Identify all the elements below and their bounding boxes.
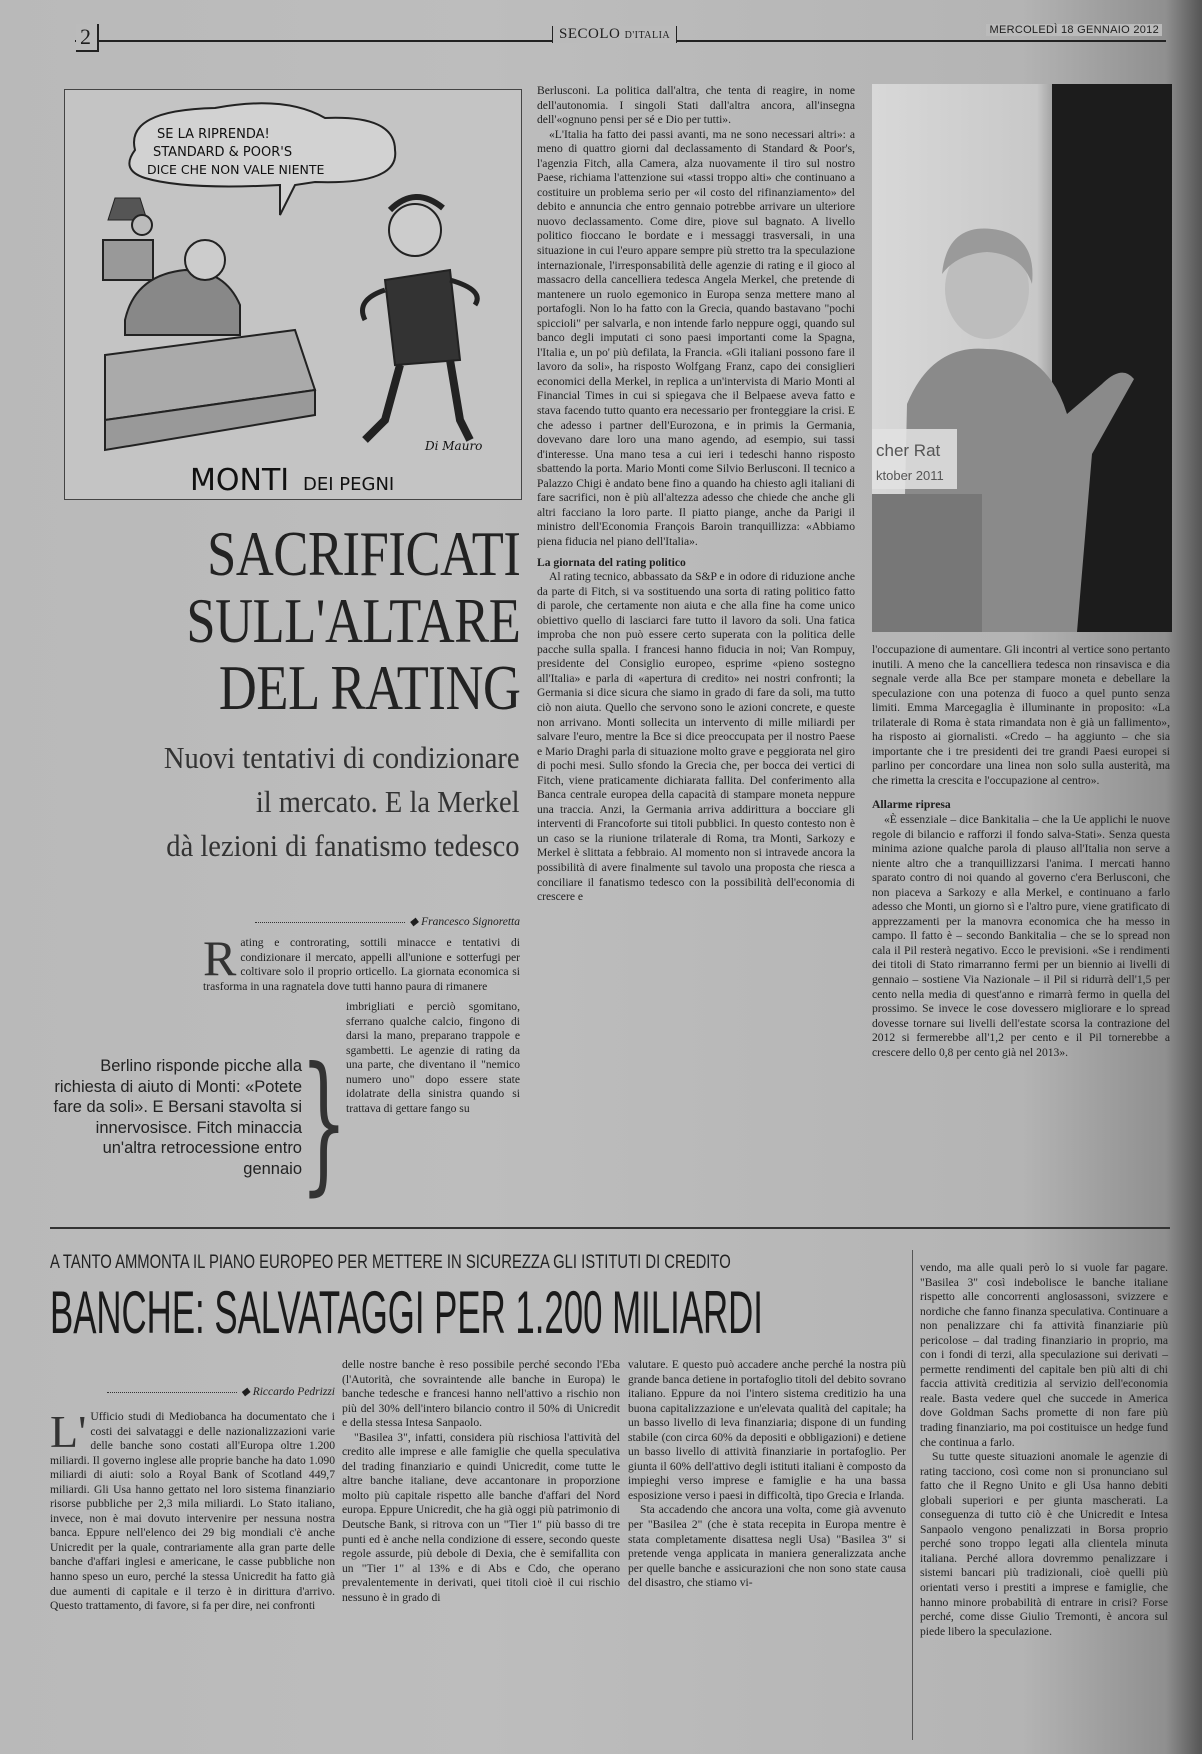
paragraph: Al rating tecnico, abbassato da S&P e in odore di riduzione anche da parte di Fitch, si va sostituendo una sorta di rating politico fatto di parole, che certamente non aiuta e che alla fine ha come unico obiettivo quello di lasciarci fare tutto il lavoro da soli. Una fatica improba che non può essere certo superata con la politica delle pacche sulla spalla. I francesi hanno fiducia in noi; Van Rompuy, presidente del Consiglio europeo, esprime «pieno sostegno all'Italia» e parla di «apertura di credito» nei nostri confronti; la Germania si dice sicura che siamo in grado di fare da soli, ma tutto ciò non aiuta. Quello che servono sono le azioni concrete, e queste non arrivano. Monti sollecita un intervento di mille miliardi per salvare l'euro, mentre la Bce si dice preoccupata per il nostro Paese e Mario Draghi parla di situazione molto grave e peggiorata nel giro di pochi mesi. Sullo sfondo la Grecia che, per bocca dei vertici di Fitch, viene praticamente dichiarata fallita. Del conferimento alla Banca centrale europea della capacità di stampare moneta neppure una traccia. Anzi, la Germania arriva addirittura a bocciare gli interventi di Francoforte sui titoli pubblici. In questo contesto non è un caso se la riunione trilaterale di Roma, tra Monti, Sarkozy e Merkel è slittata a febbraio. Al momento non si intravede ancora la possibilità di avere finalmente sul tavolo una proposta che riesca a conciliare il fanatismo tedesco con la possibilità dell'economia di crescere e (537, 570, 855, 904)
subhead-line: dà lezioni di fanatismo tedesco (166, 828, 521, 863)
byline-rule (107, 1392, 237, 1393)
article2-byline: ◆ Riccardo Pedrizzi (50, 1384, 335, 1398)
editorial-cartoon (64, 89, 522, 500)
drop-cap: R (203, 930, 237, 986)
article2-kicker: A TANTO AMMONTA IL PIANO EUROPEO PER METTERE IN SICUREZZA GLI ISTITUTI DI CREDITO (50, 1252, 731, 1273)
article-headline (186, 520, 520, 721)
paragraph: vendo, ma alle quali però lo si vuole far pagare. "Basilea 3" così indebolisce le banche italiane rispetto alle concorrenti anglosassoni, svizzere e nordiche che fanno finanza speculativa. Continuare a non penalizzare chi fa attività finanziarie più pericolose – dal trading finanziario in proprio, ma con i fondi di terzi, alla speculazione sui derivati – permette rendimenti del capitale ben più alti di chi faccia attività creditizia al servizio dell'economia reale. Basta vedere quel che succede in America dove Goldman Sachs promette di non fare più trading finanziario, ma poi costituisce un hedge fund che continua a farlo. (920, 1261, 1168, 1449)
cartoon-caption-big: MONTI (190, 463, 290, 498)
section-subheading: Allarme ripresa (872, 798, 951, 812)
speech-line-1: SE LA RIPRENDA! (157, 127, 270, 142)
cartoon-signature: Di Mauro (425, 439, 483, 453)
paragraph: "Basilea 3", infatti, considera più rischiosa l'attività del credito alle imprese e alle famiglie che quella speculativa del trading finanziario e quindi Unicredit, come tutte le altre banche italiane, deve accantonare in proporzione molto più capitale rispetto alle banche d'affari del Nord europa. Eppure Unicredit, che ha già oggi più patrimonio di Deutsche Bank, si ritrova con un "Tier 1" più basso di tre punti ed è anche nella condizione di essere, secondo queste regole assurde, più debole di Dexia, che è semifallita con un "Tier 1" al 13% e di Abs e Cdo, che operano prevalentemente in derivati, quei titoli cioè il cui rischio nessuno è in grado di (342, 1430, 620, 1604)
headline-line: SACRIFICATI (206, 518, 520, 589)
pull-quote-brace: } (300, 1036, 348, 1210)
paragraph: delle nostre banche è reso possibile perché secondo l'Eba (l'Autorità, che sovraintende alle banche in Europa) le banche tedesche e francesi hanno nell'attivo a rischio non più del 30% dell'intero bilancio contro il 50% di Unicredit e della stessa Intesa Sanpaolo. (342, 1358, 620, 1430)
article2-column-4 (920, 1261, 1168, 1639)
headline-line: DEL RATING (218, 652, 520, 723)
headline-line: SULL'ALTARE (185, 585, 520, 656)
masthead-subtitle: D'ITALIA (624, 30, 671, 41)
article-column-3 (872, 643, 1170, 1060)
lead-text: ating e controrating, sottili minacce e tentativi di condizionare il mercato, appelli all'unione e sotterfugi per coltivare solo il proprio orticello. La giornata economica si trasforma in una ragnatela dove tutti hanno paura di rimanere (203, 936, 520, 993)
byline-rule (255, 922, 405, 923)
paragraph: «È essenziale – dice Bankitalia – che la Ue applichi le nuove regole di bilancio e rafforzi il fondo salva-Stati». Senza questa minima azione qualche parola di plauso all'Italia non serve a niente altro che a tranquillizzarsi l'anima. I mercati hanno sparato contro di noi quando al governo c'era Berlusconi, che non piaceva a Sarkozy e alla Merkel, e continuano a farlo adesso che Monti, un giorno sì e l'altro pure, viene gratificato di apprezzamenti per la manovra economica che ha messo in campo. Il fatto è – secondo Bankitalia – che se lo spread non cala il Pil resterà negativo. Ecco le previsioni. «Se i rendimenti dei titoli di Stato rimarranno fermi per un biennio ai livelli di gennaio – sostiene Via Nazionale – il Pil si ridurrà dell'1,5 per cento nella media di quest'anno e rimarrà fermo in quella del prossimo. Se invece le cose dovessero migliorare e lo spread dovesse tornare sui livelli dell'estate scorsa la contrazione del 2012 si fermerebbe all'1,2 per cento e il Pil tornerebbe a crescere dello 0,8 per cento già nel 2013». (872, 813, 1170, 1059)
cartoon-drawing (65, 90, 521, 499)
article-lead-continued (346, 1000, 520, 1116)
speech-line-2: STANDARD & POOR'S (153, 145, 293, 160)
article-column-2 (537, 84, 855, 905)
page-number: 2 (76, 24, 99, 52)
column-rule (912, 1250, 913, 1740)
section-divider (50, 1227, 1170, 1229)
paragraph: Su tutte queste situazioni anomale le agenzie di rating tacciono, così come non si pronunciano sul fatto che il Regno Unito e gli Usa hanno debiti globali superiori e per giunta mascherati. La conseguenza di tutto ciò è che Unicredit e Intesa Sanpaolo vengono penalizzati in Borsa proprio perché sono troppo legati alla clientela minuta italiana. Perché allora dovremmo penalizzare i sistemi bancari più tradizionali, cioè quelli più orientati verso i prestiti a imprese e famiglie, che hanno minore probabilità di entrare in crisi? Forse perché, come disse Giulio Tremonti, è ancora sul piede libero la speculazione. (920, 1450, 1168, 1638)
cartoon-caption-small: DEI PEGNI (303, 474, 395, 495)
paragraph: valutare. E questo può accadere anche perché la nostra più grande banca detiene in portafoglio titoli del debito sovrano italiano. Eppure da noi l'intero sistema creditizio ha una buona capitalizzazione e un'elevata qualità del capitale; ha un basso livello di leva finanziaria; dispone di un funding stabile (con circa 60% da depositi e obbligazioni) e detiene un basso livello di attività finanziarie in portafoglio. Per giunta il 60% dell'attivo degli istituti italiani è composto da impieghi verso imprese e famiglie e ha una bassa esposizione verso i paesi in difficoltà, tipo Grecia e Irlanda. (628, 1358, 906, 1502)
subhead-line: il mercato. E la Merkel (256, 784, 520, 819)
article2-column-2 (342, 1358, 620, 1605)
byline: ◆ Francesco Signoretta (205, 914, 520, 928)
article2-column-3 (628, 1358, 906, 1591)
article2-column-1 (50, 1406, 335, 1614)
speech-line-3: DICE CHE NON VALE NIENTE (147, 162, 325, 177)
byline-author: Riccardo Pedrizzi (252, 1386, 335, 1398)
article-lead (203, 930, 520, 994)
pull-quote: Berlino risponde picche alla richiesta di aiuto di Monti: «Potete fare da soli». E Bersani stavolta si innervosisce. Fitch minaccia un'altra retrocessione entro gennaio (53, 1057, 302, 1178)
paragraph: Ufficio studi di Mediobanca ha documentato che i costi dei salvataggi e delle nazionalizzazioni varie delle banche sono costati all'Europa oltre 1.200 miliardi. Il governo inglese alle proprie banche ha dato 1.090 miliardi di aiuti: solo a Royal Bank of Scotland 449,7 miliardi. Gli Usa hanno gettato nel loro sistema finanziario risorse pubbliche per 2,3 mila miliardi. Lo Stato italiano, invece, non è mai dovuto intervenire per nessuna nostra banca. Eppure nell'elenco dei 29 big mondiali c'è anche Unicredit per la quale, contrariamente alla gran parte delle banche d'affari inglesi e americane, le casse pubbliche non hanno speso un euro, perché la stessa Unicredit ha fatto già due aumenti di capitale e il terzo è in dirittura d'arrivo. Questo trattamento, di favore, si fa per dire, nei confronti (50, 1410, 335, 1613)
byline-author: Francesco Signoretta (421, 916, 520, 928)
article-subheadline (164, 736, 520, 868)
paragraph: l'occupazione di aumentare. Gli incontri al vertice sono pertanto inutili. A meno che la cancelliera tedesca non rinsavisca e dia segnale verde alla Bce per stampare moneta e debellare la speculazione con una potenza di fuoco a quel punto senza limiti. Emma Marcegaglia è illuminante in proposito: «La trilaterale di Roma è stata rimandata non è già un fallimento», ha risposto ai giornalisti. «Credo – ha aggiunto – che sia importante che i tre presidenti dei tre grandi Paesi europei si parlino per concordare una linea non solo sulla austerità, ma che rimetta la crescita e l'occupazione al centro». (872, 643, 1170, 787)
masthead (552, 26, 677, 43)
subhead-line: Nuovi tentativi di condizionare (164, 740, 520, 775)
photo-image (872, 84, 1172, 632)
issue-date: MERCOLEDÌ 18 GENNAIO 2012 (986, 24, 1162, 36)
article2-headline: BANCHE: SALVATAGGI PER 1.200 MILIARDI (50, 1279, 763, 1346)
paragraph: Berlusconi. La politica dall'altra, che tenta di reagire, in nome dell'autonomia. I singoli Stati dall'altra ancora, all'insegna dell'«ognuno pensi per sé e Dio per tutti». (537, 84, 855, 127)
paragraph: Sta accadendo che ancora una volta, come già avvenuto per "Basilea 2" (che è stata recepita in Europa mentre è stata completamente disattesa negli Usa) "Basilea 3" si pretende venga applicata in maniera generalizzata anche per quelle banche e assicurazioni che non sono state causa del disastro, che stiamo vi- (628, 1503, 906, 1590)
masthead-title: SECOLO (559, 26, 621, 42)
drop-cap: L' (50, 1406, 87, 1457)
paragraph: «L'Italia ha fatto dei passi avanti, ma ne sono necessari altri»: a meno di quattro giorni dal declassamento di Standard & Poor's, l'agenzia Fitch, alla Camera, alza nuovamente il tiro sul nostro Paese, richiama l'attenzione sui «tassi troppo alti» che continuano a costituire un problema serio per «il costo del rifinanziamento» del debito e annuncia che entro gennaio potrebbe arrivare un ulteriore nuovo declassamento. Come dire, piove sul bagnato. A livello politico fioccano le bordate e i messaggi trasversali, in una situazione in cui l'euro appare sempre più stretto tra la speculazione internazionale, l'irresponsabilità delle agenzie di rating e il gioco al massacro della cancelliera tedesca Angela Merkel, che pretende di mantenere un ruolo egemonico in Europa senza mettere mano al portafogli. Non lo ha fatto con la Grecia, quando bastavano "pochi spiccioli" per salvarla, e non intende farlo neppure oggi, quando sul banco degli imputati ci sono paesi importanti come la Spagna, l'Italia e, un po' più defilata, la Francia. «Gli italiani possono fare il lavoro da soli», ha risposto Wolfgang Franz, capo dei consiglieri economici della Merkel, in replica a un'intervista di Mario Monti al Financial Times in cui si spiegava che il Belpaese aveva fatto e stava facendo tutto quanto era necessario per fronteggiare la crisi. E che adesso i partner dell'Eurozona, e in primis la Germania, dovevano dare loro una mano agendo, ad esempio, sui tassi d'interesse. Una mano tesa a cui ieri i tedeschi hanno risposto sbattendo la porta. Mario Monti come Silvio Berlusconi. Il tecnico a Palazzo Chigi è andato bene fino a quando ha chiesto agli italiani di fare sacrifici, non è più all'altezza adesso che chiede che anche gli altri facciano la loro parte. Il piatto piange, anche da Parigi il ministro dell'Economia François Baroin tranquillizza: «Abbiamo piena fiducia nel piano dell'Italia». (537, 127, 855, 548)
lead-text-continued: imbrigliati e perciò sgomitano, sferrano qualche calcio, fingono di darsi la mano, preparano trappole e sgambetti. Le agenzie di rating da una parte, che diventano il "nemico numero uno" dopo essere state idolatrate della sinistra quando si trattava di gettare fango su (346, 1000, 520, 1115)
section-subheading: La giornata del rating politico (537, 555, 686, 569)
merkel-photo (872, 84, 1172, 632)
photo-backdrop-text: ktober 2011 (876, 468, 944, 483)
photo-backdrop-text: cher Rat (876, 441, 941, 460)
